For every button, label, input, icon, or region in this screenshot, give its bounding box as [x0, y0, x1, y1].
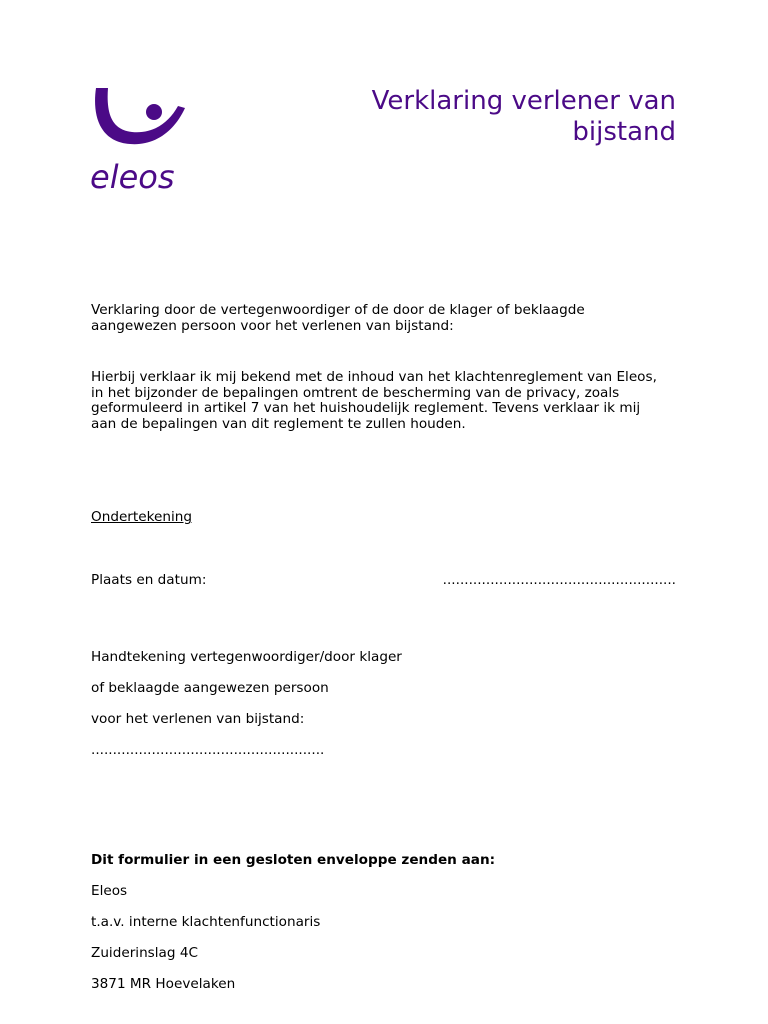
title-line-2: bijstand [572, 117, 676, 147]
signature-block [91, 634, 402, 774]
signature-label-line-2: of beklaagde aangewezen persoon [91, 679, 329, 696]
place-date-label: Plaats en datum: [91, 572, 207, 588]
signature-heading: Ondertekening [91, 509, 192, 525]
title-line-1: Verklaring verlener van [371, 86, 676, 116]
mailing-address-block [91, 837, 495, 1009]
signature-label-line-1: Handtekening vertegenwoordiger/door klager [91, 648, 402, 665]
signature-field[interactable]: ...................................................... [91, 742, 325, 759]
mailing-heading: Dit formulier in een gesloten enveloppe zenden aan: [91, 851, 496, 868]
intro-text: Verklaring door de vertegenwoordiger of de door de klager of beklaagde aangewezen persoon voor het verlenen van bijstand: [91, 302, 585, 334]
address-city: 3871 MR Hoevelaken [91, 976, 236, 993]
place-date-field[interactable]: ...................................................... [442, 572, 676, 588]
address-street: Zuiderinslag 4C [91, 945, 198, 962]
address-attn: t.a.v. interne klachtenfunctionaris [91, 913, 321, 930]
eleos-logo [90, 86, 190, 192]
eleos-smile-logo-icon [90, 86, 190, 192]
declaration-text: Hierbij verklaar ik mij bekend met de inhoud van het klachtenreglement van Eleos, in het bijzonder de bepalingen omtrent de bescherming van de privacy, zoals geformuleerd in artikel 7 van het huishoudelijk reglement. Tevens verklaar ik mij aan de bepalingen van dit reglement te zullen houden. [91, 369, 657, 432]
logo-wordmark: eleos [90, 158, 175, 192]
page-title [276, 86, 676, 148]
address-name: Eleos [91, 882, 128, 899]
signature-label-line-3: voor het verlenen van bijstand: [91, 710, 305, 727]
